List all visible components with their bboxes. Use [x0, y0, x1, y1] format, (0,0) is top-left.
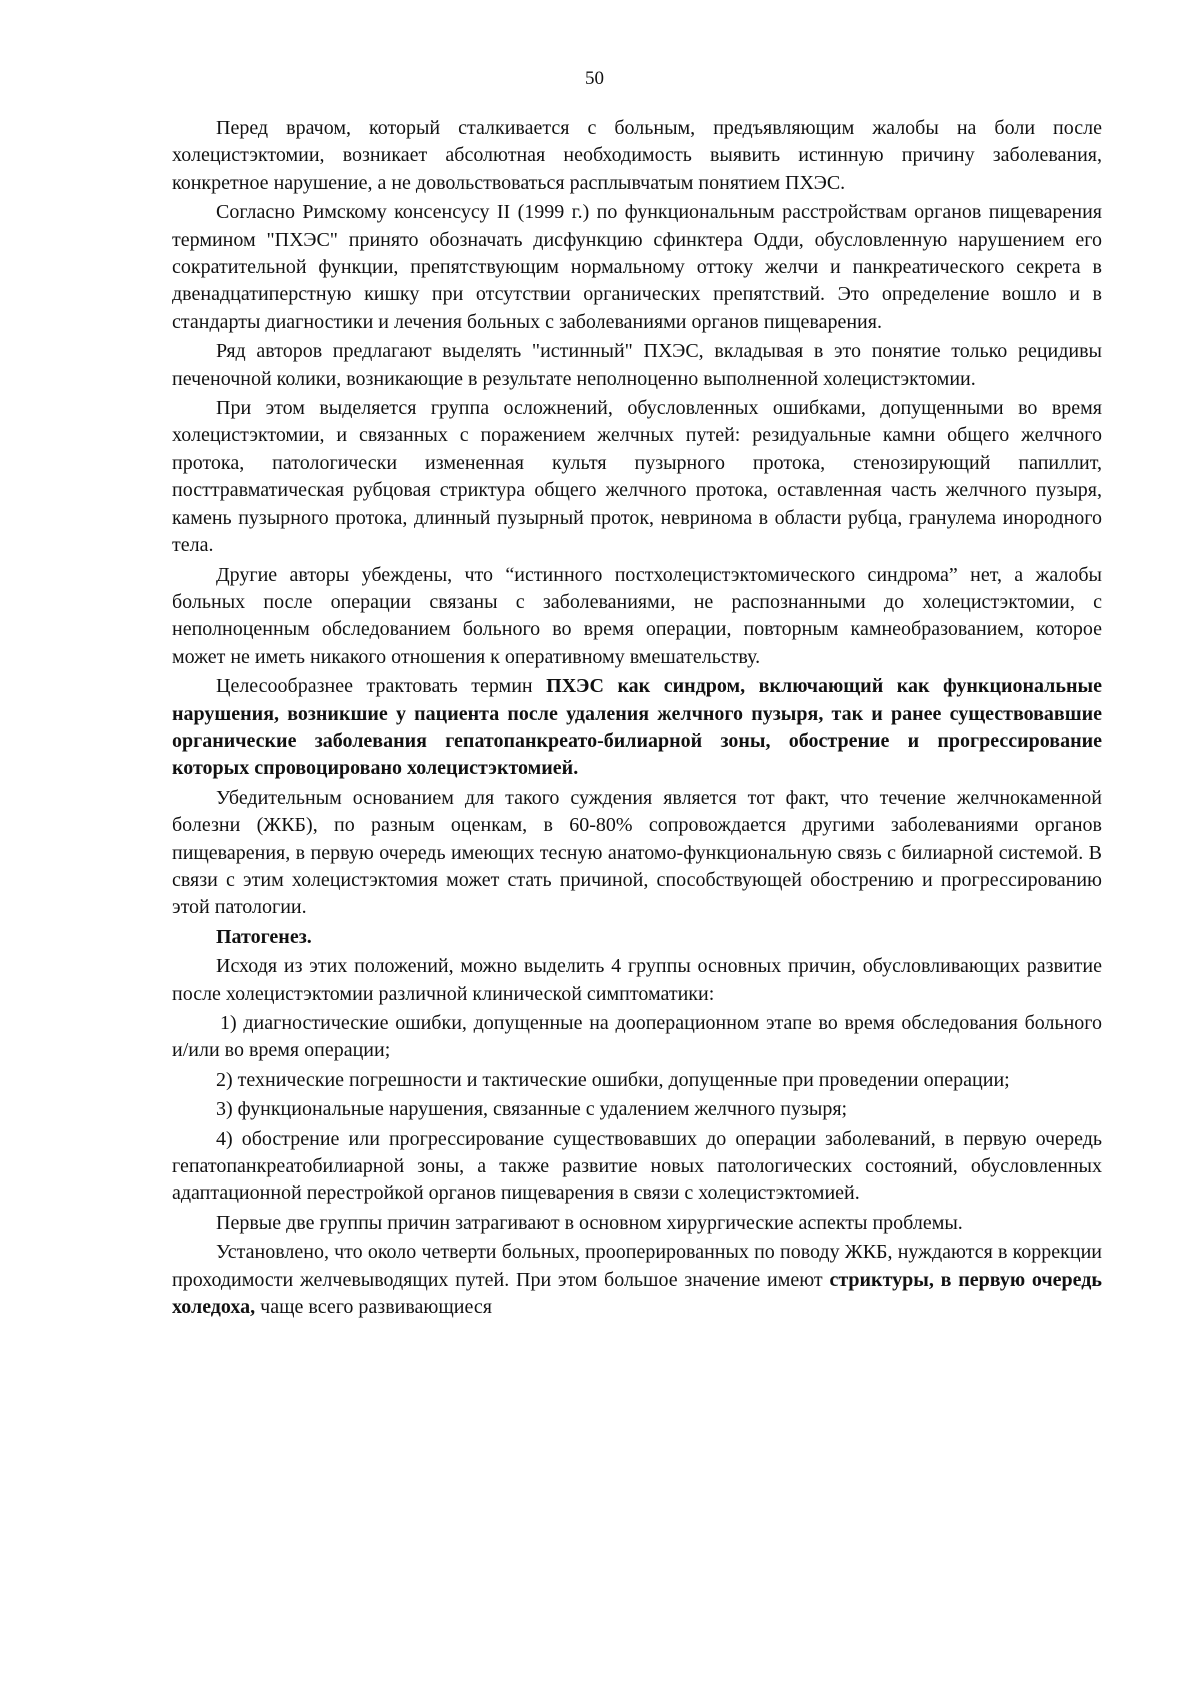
paragraph-true-pces: [172, 338, 1102, 393]
text-run: 1) диагностические ошибки, допущенные на дооперационном этапе во время обследования больного и/или во время операции;: [172, 1012, 1102, 1062]
paragraph-intro: [172, 115, 1102, 197]
list-item-4: [172, 1126, 1102, 1208]
text-run: Перед врачом, который сталкивается с больным, предъявляющим жалобы на боли после холецистэктомии, возникает абсолютная необходимость выявить истинную причину заболевания, конкретное нарушение, а не довольствоваться расплывчатым понятием ПХЭС.: [172, 117, 1102, 194]
text-run: Первые две группы причин затрагивают в основном хирургические аспекты проблемы.: [216, 1211, 963, 1234]
page-number: 50: [585, 68, 604, 89]
paragraph-strictures: [172, 1239, 1102, 1321]
text-run: 4) обострение или прогрессирование существовавших до операции заболеваний, в первую очередь гепатопанкреатобилиарной зоны, а также развитие новых патологических состояний, обусловленных адаптационной перестройкой органов пищеварения в связи с холецистэктомией.: [172, 1127, 1102, 1205]
heading-text: Патогенез.: [216, 925, 312, 948]
text-run: При этом выделяется группа осложнений, обусловленных ошибками, допущенными во время холецистэктомии, и связанных с поражением желчных путей: резидуальные камни общего желчного протока, патологически измененная культя пузырного протока, стенозирующий папиллит, посттравматическая рубцовая стриктура общего желчного протока, оставленная часть желчного пузыря, камень пузырного протока, длинный пузырный проток, невринома в области рубца, гранулема инородного тела.: [172, 397, 1102, 557]
paragraph-justification: [172, 785, 1102, 922]
paragraph-rome-consensus: [172, 199, 1102, 336]
paragraph-definition: [172, 673, 1102, 783]
text-run: чаще всего развивающиеся: [255, 1296, 492, 1319]
list-item-3: [172, 1096, 1102, 1123]
paragraph-other-authors: [172, 562, 1102, 672]
section-heading-pathogenesis: [172, 924, 1102, 951]
text-run: Убедительным основанием для такого суждения является тот факт, что течение желчнокаменной болезни (ЖКБ), по разным оценкам, в 60-80% сопровождается другими заболеваниями органов пищеварения, в первую очередь имеющих тесную анатомо-функциональную связь с билиарной системой. В связи с этим холецистэктомия может стать причиной, способствующей обострению и прогрессированию этой патологии.: [172, 786, 1102, 919]
paragraph-surgical-aspects: [172, 1210, 1102, 1237]
text-run: 2) технические погрешности и тактические ошибки, допущенные при проведении операции;: [216, 1068, 1010, 1091]
text-run: Другие авторы убеждены, что “истинного постхолецистэктомического синдрома” нет, а жалобы больных после операции связаны с заболеваниями, не распознанными до холецистэктомии, с неполноценным обследованием больного во время операции, повторным камнеобразованием, которое может не иметь никакого отношения к оперативному вмешательству.: [172, 563, 1102, 668]
bold-text-run: ПХЭС как синдром, включающий как функциональные нарушения, возникшие у пациента после удаления желчного пузыря, так и ранее существовавшие органические заболевания гепатопанкреато-билиарной зоны, обострение и прогрессирование которых спровоцировано холецистэктомией.: [172, 675, 1102, 780]
list-item-2: [172, 1067, 1102, 1094]
paragraph-complications: [172, 395, 1102, 559]
document-body: [172, 115, 1102, 1323]
paragraph-cause-groups: [172, 953, 1102, 1008]
bold-text-run: стриктуры, в первую очередь холедоха,: [172, 1268, 1102, 1319]
text-run: 3) функциональные нарушения, связанные с удалением желчного пузыря;: [216, 1098, 848, 1121]
text-run: Установлено, что около четверти больных, прооперированных по поводу ЖКБ, нуждаются в коррекции проходимости желчевыводящих путей. При этом большое значение имеют: [172, 1241, 1102, 1291]
text-run: Целесообразнее трактовать термин: [216, 675, 547, 698]
text-run: Согласно Римскому консенсусу II (1999 г.) по функциональным расстройствам органов пищеварения термином "ПХЭС" принято обозначать дисфункцию сфинктера Одди, обусловленную нарушением его сократительной функции, препятствующим нормальному оттоку желчи и панкреатического секрета в двенадцатиперстную кишку при отсутствии органических препятствий. Это определение вошло и в стандарты диагностики и лечения больных с заболеваниями органов пищеварения.: [172, 201, 1102, 333]
text-run: Ряд авторов предлагают выделять "истинный" ПХЭС, вкладывая в это понятие только рецидивы печеночной колики, возникающие в результате неполноценно выполненной холецистэктомии.: [172, 340, 1102, 390]
text-run: Исходя из этих положений, можно выделить 4 группы основных причин, обусловливающих развитие после холецистэктомии различной клинической симптоматики:: [172, 955, 1102, 1005]
list-item-1: [172, 1010, 1102, 1065]
